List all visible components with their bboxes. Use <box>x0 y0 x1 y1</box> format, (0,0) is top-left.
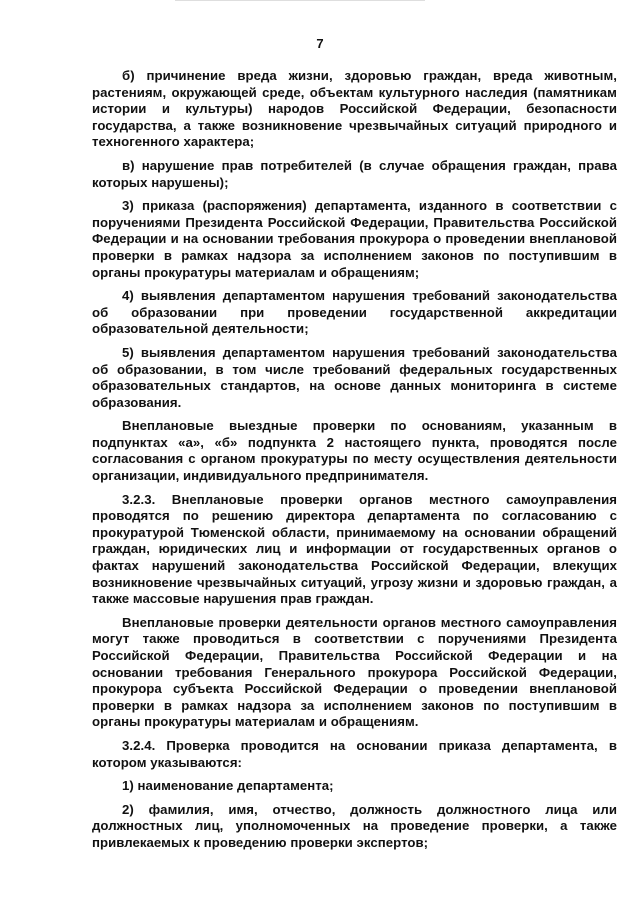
paragraph-item-1-department-name: 1) наименование департамента; <box>122 778 334 794</box>
paragraph-3-2-3: 3.2.3. Внеплановые проверки органов местного самоуправления проводятся по решению директора департамента по согласованию с прокуратурой Тюменской области, принимаемому на основании обращений граждан, юридических лиц и информации от государственных органов о фактах нарушений законодательства Российской Федерации, влекущих возникновение чрезвычайных ситуаций, угрозу жизни и здоровью граждан, а также массовые нарушения прав граждан. <box>92 491 617 607</box>
paragraph-harm-to-life: б) причинение вреда жизни, здоровью граждан, вреда животным, растениям, окружающей среде, объектам культурного наследия (памятникам истории и культуры) народов Российской Федерации, безопасности государства, а также возникновение чрезвычайных ситуаций природного и техногенного характера; <box>92 68 617 150</box>
document-body <box>92 68 617 859</box>
paragraph-item-4-accreditation: 4) выявления департаментом нарушения требований законодательства об образовании при проведении государственной аккредитации образовательной деятельности; <box>92 288 617 337</box>
paragraph-unscheduled-onsite: Внеплановые выездные проверки по основаниям, указанным в подпунктах «а», «б» подпункта 2 настоящего пункта, проводятся после согласования с органом прокуратуры по месту осуществления деятельности организации, индивидуального предпринимателя. <box>92 418 617 484</box>
scan-top-edge-mark <box>175 0 425 4</box>
paragraph-item-5-standards: 5) выявления департаментом нарушения требований законодательства об образовании, в том числе требований федеральных государственных образовательных стандартов, на основе данных мониторинга в системе образования. <box>92 344 617 410</box>
paragraph-3-2-4: 3.2.4. Проверка проводится на основании приказа департамента, в котором указываются: <box>92 737 617 770</box>
page-number: 7 <box>316 36 324 51</box>
paragraph-item-3-order: 3) приказа (распоряжения) департамента, изданного в соответствии с поручениями Президента Российской Федерации, Правительства Российской Федерации и на основании требования прокурора о проведении внеплановой проверки в рамках надзора за исполнением законов по поступившим в органы прокуратуры материалам и обращениям; <box>92 198 617 280</box>
paragraph-item-2-officials: 2) фамилия, имя, отчество, должность должностного лица или должностных лиц, уполномоченных на проведение проверки, а также привлекаемых к проведению проверки экспертов; <box>92 801 617 850</box>
paragraph-local-government-checks: Внеплановые проверки деятельности органов местного самоуправления могут также проводиться в соответствии с поручениями Президента Российской Федерации, Правительства Российской Федерации и на основании требования Генерального прокурора Российской Федерации, прокурора субъекта Российской Федерации о проведении внеплановой проверки в рамках надзора за исполнением законов по поступившим в органы прокуратуры материалам и обращениям. <box>92 614 617 730</box>
paragraph-consumer-rights: в) нарушение прав потребителей (в случае обращения граждан, права которых нарушены); <box>92 157 617 190</box>
